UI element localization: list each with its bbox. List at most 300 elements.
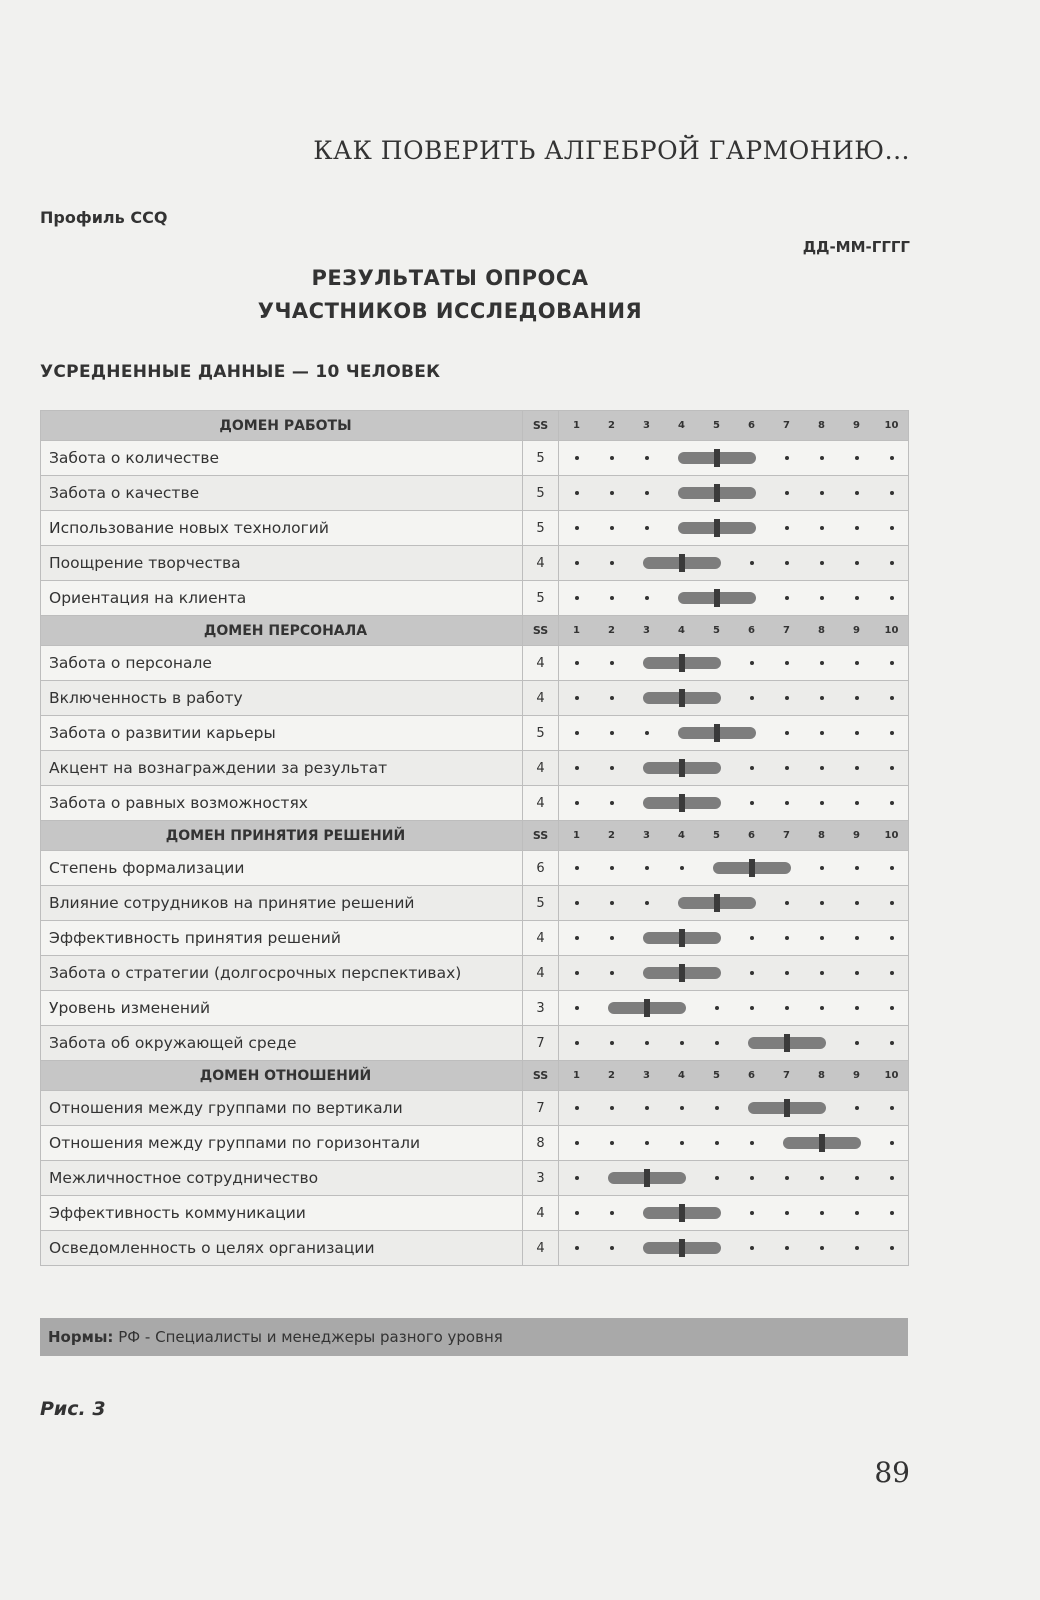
score-marker [714, 724, 720, 742]
row-label: Забота о качестве [41, 476, 523, 511]
domain-header [41, 821, 909, 851]
table-row [41, 511, 909, 546]
row-label: Использование новых технологий [41, 511, 523, 546]
scale-dot [645, 866, 649, 870]
row-scale [559, 851, 909, 886]
row-score: 4 [523, 751, 559, 786]
row-label: Осведомленность о целях организации [41, 1231, 523, 1266]
scale-dot [785, 936, 789, 940]
scale-dot [855, 801, 859, 805]
table-row [41, 991, 909, 1026]
scale-dot [610, 696, 614, 700]
scale-dot [575, 661, 579, 665]
scale-dot [855, 731, 859, 735]
table-row [41, 441, 909, 476]
scale-dot [575, 456, 579, 460]
scale-dot [820, 1211, 824, 1215]
scale-dot [575, 901, 579, 905]
scale-dot [855, 491, 859, 495]
scale-tick: 1 [573, 1070, 580, 1081]
scale-dot [610, 766, 614, 770]
scale-dot [645, 901, 649, 905]
scale-dot [715, 1176, 719, 1180]
row-scale [559, 1091, 909, 1126]
scale-dot [890, 561, 894, 565]
scale-dot [855, 1106, 859, 1110]
scale-dot [785, 901, 789, 905]
scale-dot [610, 526, 614, 530]
figure-caption: Рис. 3 [40, 1398, 106, 1420]
domain-title: ДОМЕН ПЕРСОНАЛА [41, 616, 523, 646]
title-line-1: РЕЗУЛЬТАТЫ ОПРОСА [311, 266, 589, 290]
table-row [41, 1026, 909, 1061]
row-scale [559, 716, 909, 751]
report-title [240, 262, 660, 328]
scale-dot [610, 936, 614, 940]
scale-tick: 2 [608, 625, 615, 636]
table-row [41, 886, 909, 921]
scale-dot [680, 1041, 684, 1045]
scale-tick: 5 [713, 1070, 720, 1081]
scale-dot [785, 766, 789, 770]
scale-dot [820, 1246, 824, 1250]
scale-dot [785, 1246, 789, 1250]
domain-header [41, 616, 909, 646]
table-row [41, 716, 909, 751]
domain-header [41, 411, 909, 441]
scale-dot [890, 526, 894, 530]
scale-dot [575, 491, 579, 495]
row-label: Эффективность коммуникации [41, 1196, 523, 1231]
row-scale [559, 921, 909, 956]
norms-bar [40, 1318, 908, 1356]
scale-tick: 2 [608, 1070, 615, 1081]
scale-dot [645, 1041, 649, 1045]
scale-dot [750, 696, 754, 700]
score-marker [679, 1239, 685, 1257]
scale-header [559, 1061, 909, 1091]
row-score: 5 [523, 511, 559, 546]
table-row [41, 1196, 909, 1231]
scale-dot [645, 456, 649, 460]
scale-dot [890, 801, 894, 805]
row-scale [559, 956, 909, 991]
scale-dot [610, 561, 614, 565]
scale-dot [610, 801, 614, 805]
scale-dot [890, 901, 894, 905]
scale-tick: 4 [678, 420, 685, 431]
scale-dot [820, 561, 824, 565]
scale-dot [645, 1141, 649, 1145]
scale-dot [575, 696, 579, 700]
table-row [41, 1091, 909, 1126]
scale-dot [855, 561, 859, 565]
scale-dot [610, 491, 614, 495]
scale-dot [785, 971, 789, 975]
scale-dot [785, 801, 789, 805]
row-label: Степень формализации [41, 851, 523, 886]
scale-tick: 7 [783, 1070, 790, 1081]
scale-dot [820, 696, 824, 700]
scale-tick: 3 [643, 830, 650, 841]
ss-header: SS [523, 411, 559, 441]
scale-dot [575, 766, 579, 770]
scale-dot [820, 901, 824, 905]
scale-tick: 10 [884, 830, 899, 841]
scale-dot [715, 1006, 719, 1010]
scale-tick: 3 [643, 1070, 650, 1081]
scale-dot [750, 561, 754, 565]
scale-tick: 10 [884, 625, 899, 636]
scale-dot [575, 1006, 579, 1010]
scale-tick: 7 [783, 830, 790, 841]
scale-dot [820, 491, 824, 495]
row-score: 4 [523, 786, 559, 821]
score-marker [679, 689, 685, 707]
scale-dot [855, 696, 859, 700]
scale-dot [820, 1006, 824, 1010]
score-marker [679, 964, 685, 982]
scale-dot [715, 1041, 719, 1045]
scale-dot [715, 1106, 719, 1110]
running-head: КАК ПОВЕРИТЬ АЛГЕБРОЙ ГАРМОНИЮ... [313, 136, 910, 165]
row-label: Акцент на вознаграждении за результат [41, 751, 523, 786]
scale-dot [680, 866, 684, 870]
scale-tick: 6 [748, 1070, 755, 1081]
scale-dot [750, 801, 754, 805]
row-score: 7 [523, 1026, 559, 1061]
scale-dot [785, 661, 789, 665]
scale-tick: 1 [573, 420, 580, 431]
row-score: 4 [523, 956, 559, 991]
row-score: 5 [523, 581, 559, 616]
scale-dot [610, 1041, 614, 1045]
scale-dot [890, 1211, 894, 1215]
scale-tick: 2 [608, 830, 615, 841]
scale-dot [575, 1106, 579, 1110]
row-score: 4 [523, 646, 559, 681]
row-score: 4 [523, 1231, 559, 1266]
scale-dot [575, 526, 579, 530]
row-label: Забота о развитии карьеры [41, 716, 523, 751]
scale-tick: 4 [678, 625, 685, 636]
row-label: Включенность в работу [41, 681, 523, 716]
scale-dot [575, 936, 579, 940]
scale-dot [680, 1141, 684, 1145]
scale-dot [855, 596, 859, 600]
scale-dot [890, 491, 894, 495]
norms-label: Нормы: [48, 1328, 114, 1346]
row-label: Забота о стратегии (долгосрочных перспективах) [41, 956, 523, 991]
row-score: 3 [523, 991, 559, 1026]
scale-dot [855, 901, 859, 905]
scale-dot [645, 731, 649, 735]
row-label: Влияние сотрудников на принятие решений [41, 886, 523, 921]
score-marker [714, 894, 720, 912]
row-score: 5 [523, 476, 559, 511]
scale-tick: 3 [643, 625, 650, 636]
row-scale [559, 1231, 909, 1266]
ss-header: SS [523, 821, 559, 851]
scale-dot [645, 491, 649, 495]
page-number: 89 [874, 1456, 910, 1489]
ss-header: SS [523, 1061, 559, 1091]
score-marker [679, 554, 685, 572]
scale-dot [785, 1176, 789, 1180]
scale-dot [750, 1211, 754, 1215]
scale-dot [890, 661, 894, 665]
scale-dot [575, 971, 579, 975]
scale-tick: 5 [713, 420, 720, 431]
scale-dot [855, 661, 859, 665]
score-marker [679, 654, 685, 672]
scale-dot [575, 1141, 579, 1145]
scale-dot [890, 456, 894, 460]
scale-dot [715, 1141, 719, 1145]
scale-dot [575, 1246, 579, 1250]
score-marker [749, 859, 755, 877]
score-marker [714, 449, 720, 467]
row-scale [559, 581, 909, 616]
row-scale [559, 646, 909, 681]
scale-tick: 5 [713, 625, 720, 636]
row-score: 5 [523, 886, 559, 921]
scale-dot [855, 1211, 859, 1215]
scale-dot [820, 526, 824, 530]
scale-dot [575, 561, 579, 565]
row-scale [559, 1026, 909, 1061]
scale-tick: 6 [748, 625, 755, 636]
scale-dot [820, 661, 824, 665]
scale-tick: 4 [678, 1070, 685, 1081]
scale-dot [785, 596, 789, 600]
scale-dot [750, 1176, 754, 1180]
scale-header [559, 616, 909, 646]
scale-dot [610, 866, 614, 870]
scale-header [559, 821, 909, 851]
row-scale [559, 991, 909, 1026]
scale-dot [890, 596, 894, 600]
profile-label: Профиль CCQ [40, 208, 168, 227]
score-marker [679, 759, 685, 777]
scale-dot [820, 1176, 824, 1180]
scale-dot [645, 596, 649, 600]
row-score: 4 [523, 921, 559, 956]
row-scale [559, 546, 909, 581]
domain-title: ДОМЕН ПРИНЯТИЯ РЕШЕНИЙ [41, 821, 523, 851]
scale-dot [750, 1141, 754, 1145]
table-row [41, 1161, 909, 1196]
table-row [41, 956, 909, 991]
scale-dot [890, 1246, 894, 1250]
scale-tick: 9 [853, 1070, 860, 1081]
scale-dot [820, 731, 824, 735]
scale-tick: 7 [783, 420, 790, 431]
row-scale [559, 1126, 909, 1161]
scale-tick: 3 [643, 420, 650, 431]
scale-dot [820, 766, 824, 770]
scale-dot [785, 526, 789, 530]
scale-dot [855, 1176, 859, 1180]
table-row [41, 646, 909, 681]
row-label: Ориентация на клиента [41, 581, 523, 616]
table-row [41, 921, 909, 956]
scale-dot [575, 1211, 579, 1215]
row-score: 7 [523, 1091, 559, 1126]
scale-dot [855, 1041, 859, 1045]
scale-tick: 6 [748, 830, 755, 841]
scale-dot [785, 491, 789, 495]
score-marker [644, 999, 650, 1017]
row-label: Забота о персонале [41, 646, 523, 681]
row-scale [559, 476, 909, 511]
scale-tick: 10 [884, 420, 899, 431]
scale-tick: 9 [853, 830, 860, 841]
scale-dot [610, 1141, 614, 1145]
scale-dot [890, 1141, 894, 1145]
table-row [41, 851, 909, 886]
scale-dot [820, 971, 824, 975]
scale-dot [820, 866, 824, 870]
score-marker [784, 1099, 790, 1117]
scale-dot [890, 866, 894, 870]
scale-dot [890, 1106, 894, 1110]
row-label: Забота о равных возможностях [41, 786, 523, 821]
scale-dot [610, 596, 614, 600]
scale-dot [575, 596, 579, 600]
row-score: 4 [523, 681, 559, 716]
row-scale [559, 886, 909, 921]
scale-dot [890, 936, 894, 940]
table-row [41, 786, 909, 821]
scale-tick: 5 [713, 830, 720, 841]
scale-dot [750, 936, 754, 940]
score-marker [679, 1204, 685, 1222]
scale-tick: 2 [608, 420, 615, 431]
scale-dot [575, 731, 579, 735]
scale-tick: 4 [678, 830, 685, 841]
scale-dot [890, 1006, 894, 1010]
row-scale [559, 1196, 909, 1231]
score-marker [714, 519, 720, 537]
domain-title: ДОМЕН ОТНОШЕНИЙ [41, 1061, 523, 1091]
scale-dot [750, 1006, 754, 1010]
score-marker [714, 589, 720, 607]
row-score: 5 [523, 716, 559, 751]
row-label: Поощрение творчества [41, 546, 523, 581]
scale-dot [890, 971, 894, 975]
row-scale [559, 681, 909, 716]
table-row [41, 1231, 909, 1266]
scale-dot [890, 731, 894, 735]
date-placeholder: ДД-ММ-ГГГГ [802, 238, 910, 256]
scale-tick: 6 [748, 420, 755, 431]
scale-dot [750, 766, 754, 770]
scale-dot [855, 1006, 859, 1010]
scale-dot [785, 1211, 789, 1215]
scale-dot [680, 1106, 684, 1110]
scale-dot [785, 456, 789, 460]
scale-dot [750, 661, 754, 665]
table-row [41, 1126, 909, 1161]
score-marker [819, 1134, 825, 1152]
scale-dot [610, 661, 614, 665]
score-marker [679, 794, 685, 812]
scale-dot [890, 696, 894, 700]
scale-dot [820, 596, 824, 600]
row-score: 3 [523, 1161, 559, 1196]
row-scale [559, 786, 909, 821]
scale-tick: 9 [853, 625, 860, 636]
row-scale [559, 511, 909, 546]
scale-tick: 8 [818, 830, 825, 841]
scale-dot [855, 866, 859, 870]
scale-dot [610, 901, 614, 905]
scale-dot [820, 936, 824, 940]
row-label: Забота о количестве [41, 441, 523, 476]
scale-dot [855, 1246, 859, 1250]
score-marker [644, 1169, 650, 1187]
scale-dot [575, 1176, 579, 1180]
score-marker [679, 929, 685, 947]
scale-tick: 8 [818, 625, 825, 636]
scale-dot [610, 1211, 614, 1215]
scale-dot [855, 456, 859, 460]
scale-dot [575, 801, 579, 805]
table-row [41, 751, 909, 786]
scale-tick: 9 [853, 420, 860, 431]
scale-dot [785, 1006, 789, 1010]
row-score: 4 [523, 1196, 559, 1231]
scale-tick: 10 [884, 1070, 899, 1081]
scale-dot [855, 936, 859, 940]
norms-text: РФ - Специалисты и менеджеры разного уровня [113, 1328, 503, 1346]
scale-dot [750, 1246, 754, 1250]
scale-dot [890, 1041, 894, 1045]
table-row [41, 546, 909, 581]
row-label: Отношения между группами по горизонтали [41, 1126, 523, 1161]
scale-dot [645, 526, 649, 530]
table-row [41, 581, 909, 616]
row-label: Забота об окружающей среде [41, 1026, 523, 1061]
scale-dot [575, 866, 579, 870]
row-score: 6 [523, 851, 559, 886]
table-row [41, 681, 909, 716]
row-label: Межличностное сотрудничество [41, 1161, 523, 1196]
scale-tick: 1 [573, 625, 580, 636]
scale-tick: 7 [783, 625, 790, 636]
scale-dot [750, 971, 754, 975]
title-line-2: УЧАСТНИКОВ ИССЛЕДОВАНИЯ [257, 299, 643, 323]
scale-dot [855, 971, 859, 975]
row-scale [559, 1161, 909, 1196]
scale-dot [610, 731, 614, 735]
scale-dot [610, 456, 614, 460]
scale-dot [785, 696, 789, 700]
scale-dot [785, 561, 789, 565]
scale-dot [610, 1106, 614, 1110]
score-marker [784, 1034, 790, 1052]
scale-dot [645, 1106, 649, 1110]
scale-tick: 1 [573, 830, 580, 841]
scale-dot [890, 1176, 894, 1180]
scale-dot [610, 971, 614, 975]
row-score: 5 [523, 441, 559, 476]
scale-dot [785, 731, 789, 735]
scale-dot [855, 526, 859, 530]
scale-dot [575, 1041, 579, 1045]
row-scale [559, 751, 909, 786]
